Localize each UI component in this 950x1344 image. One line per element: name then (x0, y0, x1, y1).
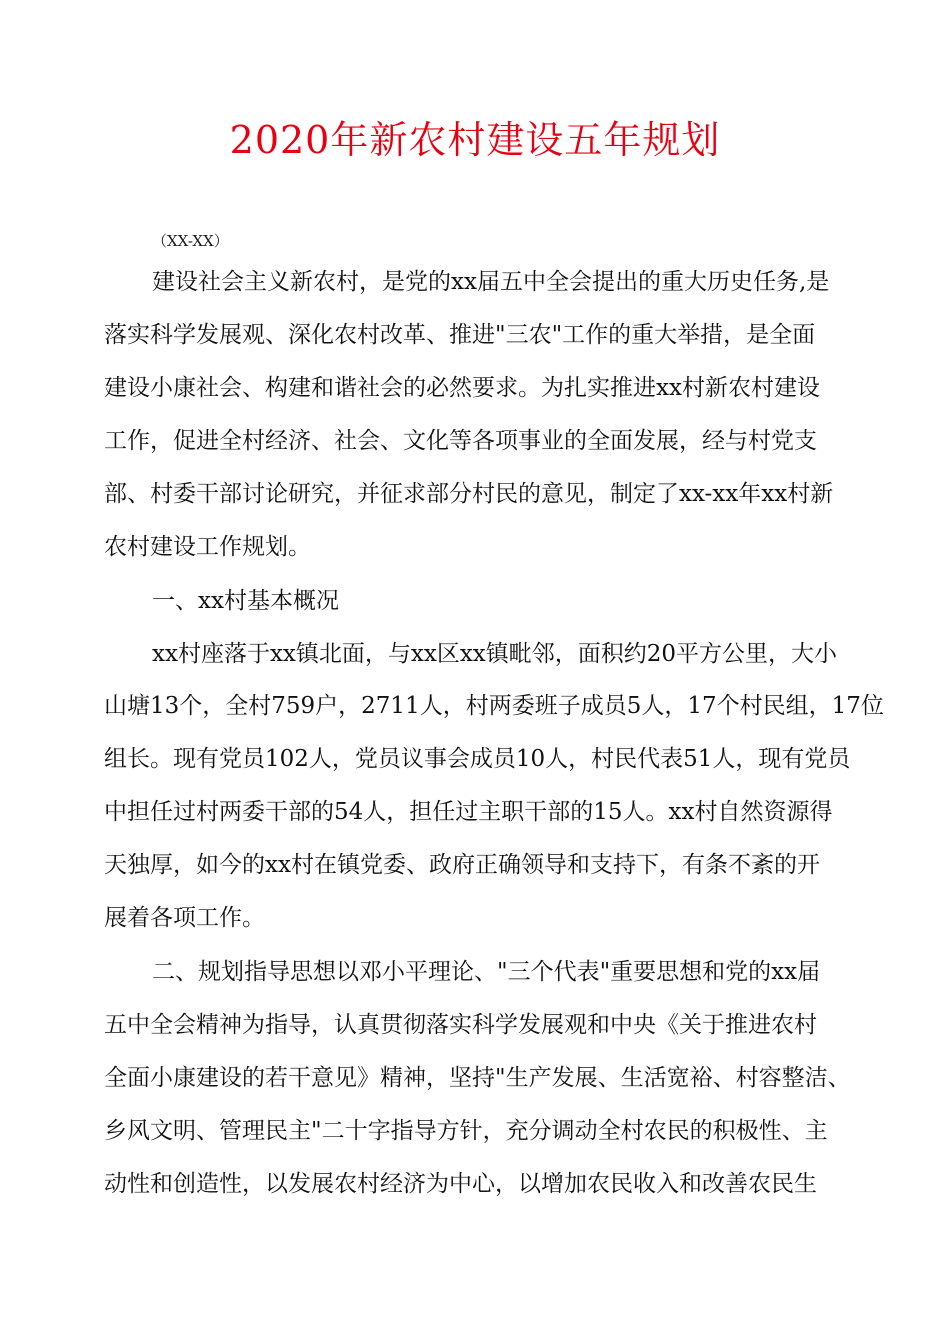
paragraph-line: 展着各项工作。 (104, 905, 265, 931)
paragraph-line: 五中全会精神为指导，认真贯彻落实科学发展观和中央《关于推进农村 (104, 1012, 817, 1038)
paragraph-line: 建设社会主义新农村，是党的xx届五中全会提出的重大历史任务,是 (152, 269, 830, 295)
paragraph-line: 乡风文明、管理民主"二十字指导方针，充分调动全村农民的积极性、主 (104, 1118, 828, 1144)
paragraph-line: 中担任过村两委干部的54人，担任过主职干部的15人。xx村自然资源得 (104, 799, 833, 825)
paragraph-line: 落实科学发展观、深化农村改革、推进"三农"工作的重大举措，是全面 (104, 322, 816, 348)
paragraph-line: 建设小康社会、构建和谐社会的必然要求。为扎实推进xx村新农村建设 (104, 375, 820, 401)
section-heading: 二、规划指导思想以邓小平理论、"三个代表"重要思想和党的xx届 (152, 959, 821, 985)
paragraph-line: 全面小康建设的若干意见》精神，坚持"生产发展、生活宽裕、村容整洁、 (104, 1065, 851, 1091)
paragraph-line: 组长。现有党员102人，党员议事会成员10人，村民代表51人，现有党员 (104, 746, 851, 772)
paragraph-line: 山塘13个，全村759户，2711人，村两委班子成员5人，17个村民组，17位 (104, 693, 884, 719)
paragraph-line: 工作，促进全村经济、社会、文化等各项事业的全面发展，经与村党支 (104, 428, 817, 454)
paragraph-line: 部、村委干部讨论研究，并征求部分村民的意见，制定了xx-xx年xx村新 (104, 481, 834, 507)
paragraph-line: xx村座落于xx镇北面，与xx区xx镇毗邻，面积约20平方公里，大小 (152, 641, 838, 667)
paragraph-line: 动性和创造性，以发展农村经济为中心，以增加农民收入和改善农民生 (104, 1171, 817, 1197)
paragraph-line: 农村建设工作规划。 (104, 534, 311, 560)
section-heading: 一、xx村基本概况 (152, 588, 339, 614)
date-range: （XX-XX） (152, 232, 229, 250)
document-title: 2020年新农村建设五年规划 (229, 118, 721, 162)
paragraph-line: 天独厚，如今的xx村在镇党委、政府正确领导和支持下，有条不紊的开 (104, 852, 820, 878)
